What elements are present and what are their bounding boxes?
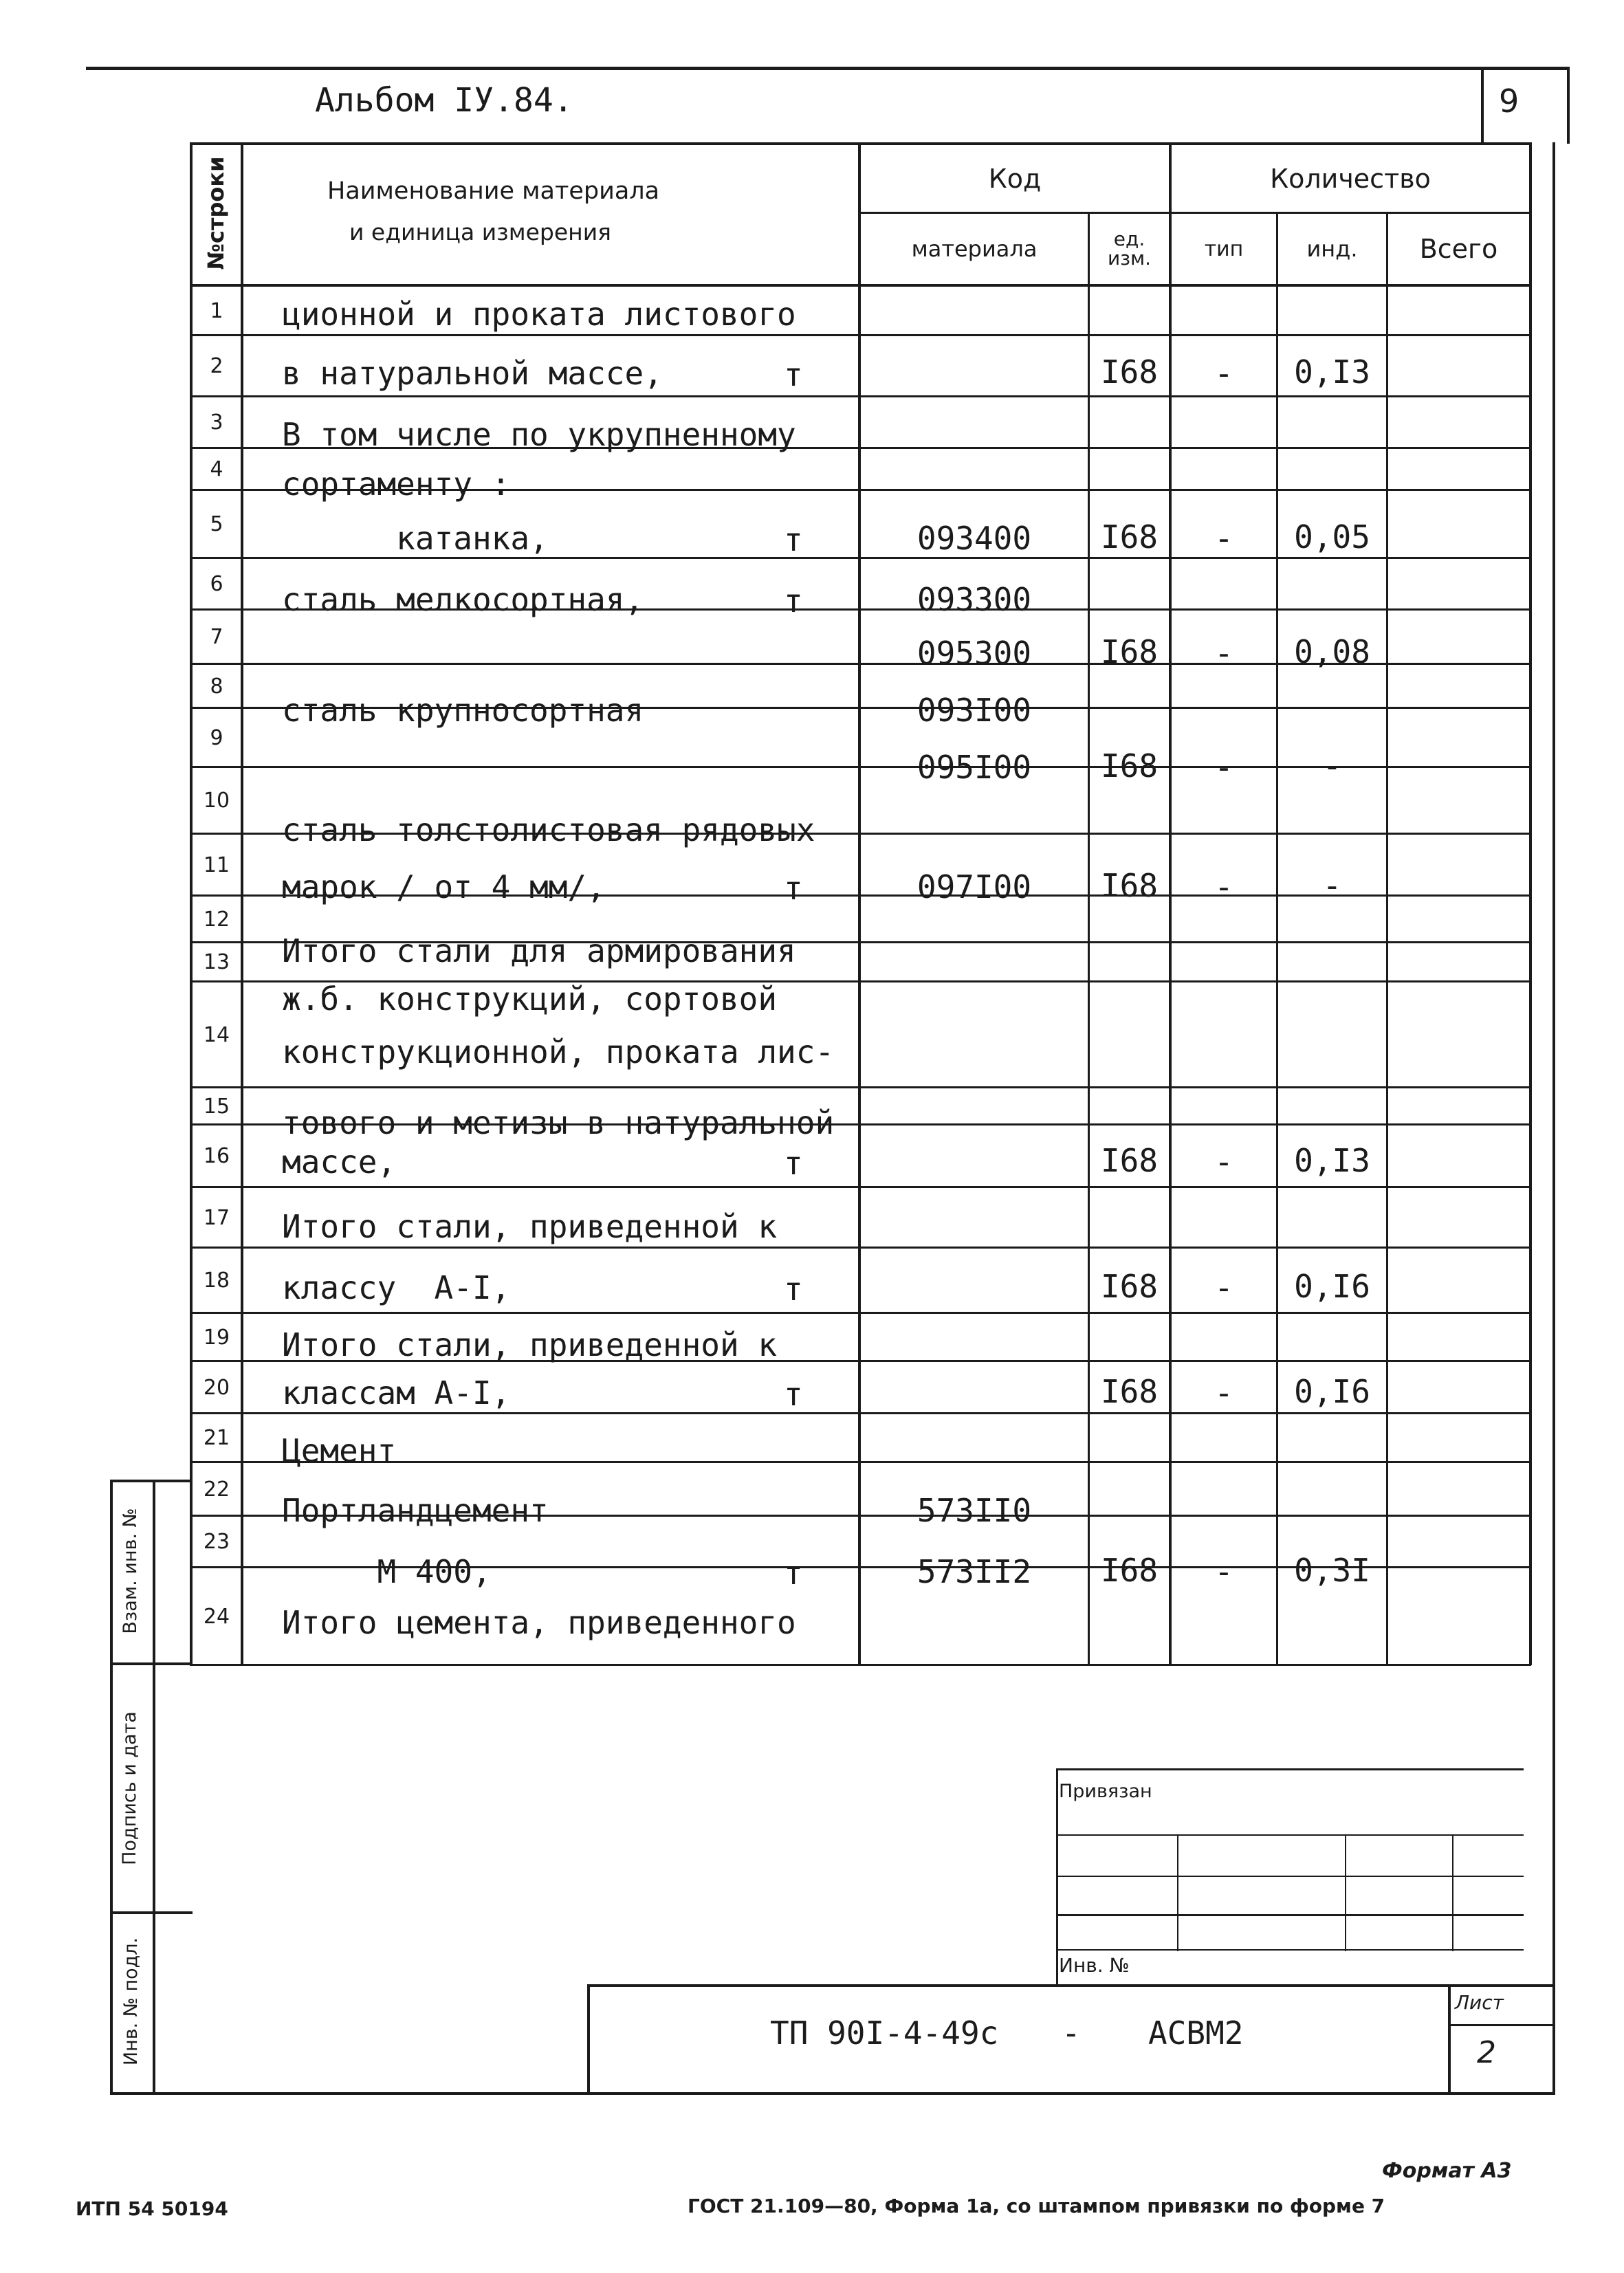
qty-ind bbox=[1278, 929, 1386, 970]
qty-ind bbox=[1278, 688, 1386, 729]
qty-tip: - bbox=[1214, 1269, 1233, 1306]
material-name: тового и метизы в натуральной bbox=[282, 1104, 835, 1141]
unit-code bbox=[1090, 1323, 1169, 1364]
qty-ind: 0,3I bbox=[1294, 1552, 1370, 1589]
qty-ind bbox=[1278, 1323, 1386, 1364]
list-cell-divider bbox=[1448, 2024, 1555, 2026]
unit-code bbox=[1090, 1205, 1169, 1246]
privyazan-row4 bbox=[1056, 1949, 1524, 1951]
unit-code bbox=[1090, 1030, 1169, 1071]
qty-tip bbox=[1172, 1206, 1276, 1247]
unit-code: I68 bbox=[1100, 633, 1159, 670]
material-code bbox=[861, 809, 1088, 850]
qty-tip bbox=[1172, 1031, 1276, 1073]
row-separator bbox=[190, 1664, 1531, 1666]
unit-letter bbox=[784, 1326, 825, 1367]
qty-ind bbox=[1278, 1205, 1386, 1246]
material-code: 095I00 bbox=[917, 749, 1032, 786]
material-name: Итого стали, приведенной к bbox=[282, 1326, 778, 1363]
material-name: в натуральной массе, bbox=[282, 355, 663, 392]
unit-letter: т bbox=[784, 356, 803, 393]
material-code bbox=[861, 1324, 1088, 1365]
title-block-top bbox=[587, 1984, 1555, 1987]
qty-ind bbox=[1278, 977, 1386, 1018]
unit-header: ед. изм. bbox=[1107, 228, 1152, 270]
qty-ind: 0,I6 bbox=[1294, 1268, 1370, 1305]
unit-code: I68 bbox=[1100, 518, 1159, 556]
row-number: 16 bbox=[203, 1144, 230, 1168]
row-number: 22 bbox=[203, 1477, 230, 1502]
unit-letter bbox=[784, 932, 825, 973]
ind-header: инд. bbox=[1306, 236, 1358, 262]
unit-letter bbox=[784, 1033, 825, 1074]
qty-tip: - bbox=[1214, 868, 1233, 905]
qty-ind: 0,05 bbox=[1294, 518, 1370, 556]
privyazan-col2 bbox=[1345, 1834, 1346, 1951]
unit-letter bbox=[784, 1103, 825, 1145]
material-code bbox=[861, 1206, 1088, 1247]
unit-code bbox=[1090, 462, 1169, 503]
row-number: 10 bbox=[203, 789, 230, 813]
vline-ind bbox=[1386, 212, 1388, 1665]
row-number: 4 bbox=[210, 457, 223, 481]
unit-letter bbox=[784, 1491, 825, 1533]
unit-code bbox=[1090, 808, 1169, 849]
qty-tip: - bbox=[1214, 635, 1233, 672]
itp-label: ИТП 54 50194 bbox=[76, 2197, 228, 2220]
material-name: ж.б. конструкций, сортовой bbox=[282, 980, 778, 1018]
row-number: 18 bbox=[203, 1269, 230, 1293]
material-name: конструкционной, проката лис- bbox=[282, 1033, 835, 1070]
vzam-label: Взам. инв. № bbox=[120, 1508, 141, 1634]
material-name: В том числе по укрупненному bbox=[282, 416, 796, 453]
vline-rownum bbox=[241, 142, 243, 1665]
row-number: 6 bbox=[210, 572, 223, 596]
qty-tip bbox=[1172, 690, 1276, 731]
privyazan-label: Привязан bbox=[1059, 1781, 1152, 1802]
row-number: 8 bbox=[210, 674, 223, 699]
material-code bbox=[861, 978, 1088, 1020]
unit-code bbox=[1090, 1429, 1169, 1470]
page-number: 9 bbox=[1499, 83, 1519, 120]
unit-letter bbox=[784, 691, 825, 732]
qty-ind bbox=[1278, 292, 1386, 333]
material-code bbox=[861, 1372, 1088, 1414]
material-header: материала bbox=[911, 236, 1038, 262]
unit-code bbox=[1090, 1489, 1169, 1530]
unit-code bbox=[1090, 578, 1169, 619]
qty-tip bbox=[1172, 809, 1276, 850]
unit-code: I68 bbox=[1100, 1142, 1159, 1179]
row-number: 23 bbox=[203, 1530, 230, 1554]
qty-ind bbox=[1278, 413, 1386, 454]
material-code bbox=[861, 1141, 1088, 1183]
doc-code: ТП 90I-4-49с bbox=[770, 2014, 999, 2052]
unit-letter: т bbox=[784, 870, 803, 907]
row-number: 7 bbox=[210, 625, 223, 649]
privyazan-col1 bbox=[1177, 1834, 1178, 1951]
unit-letter bbox=[784, 811, 825, 852]
row-number: 2 bbox=[210, 354, 223, 378]
unit-letter: т bbox=[784, 1271, 803, 1308]
material-code bbox=[861, 414, 1088, 455]
material-code bbox=[861, 930, 1088, 971]
row-number: 9 bbox=[210, 725, 223, 750]
row-number: 5 bbox=[210, 512, 223, 536]
qty-tip bbox=[1172, 978, 1276, 1020]
material-name bbox=[282, 747, 804, 788]
material-code: 573II0 bbox=[917, 1492, 1032, 1529]
material-code bbox=[861, 1031, 1088, 1073]
material-code: 093400 bbox=[917, 520, 1032, 557]
row-number: 21 bbox=[203, 1426, 230, 1450]
material-name: сортаменту : bbox=[282, 465, 511, 503]
row-number: 13 bbox=[203, 950, 230, 974]
qty-ind: 0,I6 bbox=[1294, 1373, 1370, 1410]
material-code: 573II2 bbox=[917, 1553, 1032, 1590]
page-right-border bbox=[1567, 67, 1570, 144]
row-number: 14 bbox=[203, 1022, 230, 1047]
album-title: Альбом IУ.84. bbox=[315, 81, 573, 120]
qty-ind: - bbox=[1322, 747, 1342, 784]
row-separator bbox=[190, 1086, 1531, 1088]
qty-tip: - bbox=[1214, 1143, 1233, 1181]
unit-letter bbox=[784, 415, 825, 457]
unit-letter: т bbox=[784, 582, 803, 619]
qty-tip bbox=[1172, 414, 1276, 455]
material-name: сталь мелкосортная, bbox=[282, 581, 644, 618]
unit-code: I68 bbox=[1100, 1373, 1159, 1410]
qty-tip bbox=[1172, 463, 1276, 505]
row-number: 24 bbox=[203, 1604, 230, 1629]
material-code bbox=[861, 294, 1088, 335]
qty-ind bbox=[1278, 1489, 1386, 1530]
privyazan-left bbox=[1056, 1768, 1058, 1987]
row-number: 17 bbox=[203, 1205, 230, 1230]
qty-tip bbox=[1172, 1602, 1276, 1643]
privyazan-top bbox=[1056, 1768, 1524, 1770]
material-name: Итого стали, приведенной к bbox=[282, 1208, 778, 1245]
unit-code: I68 bbox=[1100, 353, 1159, 391]
material-code: 095300 bbox=[917, 635, 1032, 672]
total-header: Всего bbox=[1419, 234, 1498, 264]
material-name: сталь толстолистовая рядовых bbox=[282, 811, 815, 848]
privyazan-row1 bbox=[1056, 1834, 1524, 1836]
row-number: 19 bbox=[203, 1325, 230, 1350]
unit-code: I68 bbox=[1100, 1552, 1159, 1589]
unit-letter: т bbox=[784, 1376, 803, 1413]
row-number: 1 bbox=[210, 299, 223, 323]
unit-code: I68 bbox=[1100, 1268, 1159, 1305]
unit-letter bbox=[784, 980, 825, 1021]
outer-right-border bbox=[1552, 142, 1555, 2095]
qty-tip bbox=[1172, 294, 1276, 335]
rows-header: №строки bbox=[203, 156, 229, 270]
unit-letter bbox=[784, 1207, 825, 1249]
unit-letter: т bbox=[784, 521, 803, 558]
material-name: Портландцемент bbox=[282, 1492, 549, 1529]
row-separator bbox=[190, 1186, 1531, 1188]
privyazan-row2 bbox=[1056, 1876, 1524, 1877]
material-name: сталь крупносортная bbox=[282, 692, 644, 729]
qty-ind bbox=[1278, 1601, 1386, 1642]
unit-code bbox=[1090, 688, 1169, 729]
unit-code bbox=[1090, 1601, 1169, 1642]
material-name: марок / от 4 мм/, bbox=[282, 868, 606, 905]
unit-code bbox=[1090, 977, 1169, 1018]
material-code: 097I00 bbox=[917, 868, 1032, 905]
qty-ind: 0,I3 bbox=[1294, 353, 1370, 391]
qty-ind bbox=[1278, 1429, 1386, 1470]
material-name: массе, bbox=[282, 1143, 397, 1181]
doc-mark: АСВМ2 bbox=[1148, 2014, 1244, 2052]
unit-letter bbox=[784, 1603, 825, 1645]
unit-letter bbox=[784, 295, 825, 336]
unit-code: I68 bbox=[1100, 867, 1159, 904]
qty-ind: - bbox=[1322, 867, 1342, 904]
qty-tip bbox=[1172, 1102, 1276, 1143]
material-code: 093I00 bbox=[917, 692, 1032, 729]
material-code bbox=[861, 353, 1088, 394]
qty-ind bbox=[1278, 462, 1386, 503]
material-code: 093300 bbox=[917, 581, 1032, 618]
list-cell-left bbox=[1448, 1984, 1451, 2094]
material-name: Цемент bbox=[282, 1432, 397, 1469]
material-name: ционной и проката листового bbox=[282, 296, 796, 333]
qty-tip: - bbox=[1214, 1374, 1233, 1412]
unit-letter bbox=[784, 465, 825, 506]
unit-letter: т bbox=[784, 1145, 803, 1182]
material-code bbox=[861, 1602, 1088, 1643]
material-name: классам A-I, bbox=[282, 1374, 511, 1412]
qty-tip: - bbox=[1214, 749, 1233, 786]
material-name: катанка, bbox=[282, 520, 549, 557]
qty-tip: - bbox=[1214, 520, 1233, 557]
row-number: 12 bbox=[203, 907, 230, 932]
doc-dash: - bbox=[1062, 2014, 1081, 2052]
unit-letter bbox=[784, 1431, 825, 1473]
material-code bbox=[861, 1102, 1088, 1143]
list-label: Лист bbox=[1455, 1991, 1504, 2014]
unit-code bbox=[1090, 413, 1169, 454]
row-separator bbox=[190, 395, 1531, 397]
qty-tip bbox=[1172, 1490, 1276, 1531]
material-name: М 400, bbox=[282, 1553, 492, 1590]
title-block-left bbox=[587, 1984, 590, 2094]
material-name: Итого цемента, приведенного bbox=[282, 1604, 796, 1641]
row-number: 3 bbox=[210, 410, 223, 435]
row-number: 15 bbox=[203, 1094, 230, 1119]
material-code bbox=[861, 463, 1088, 505]
material-name: классу A-I, bbox=[282, 1269, 511, 1306]
qty-tip: - bbox=[1214, 355, 1233, 392]
privyazan-row3 bbox=[1056, 1914, 1524, 1916]
unit-code bbox=[1090, 292, 1169, 333]
qty-ind: 0,08 bbox=[1294, 633, 1370, 670]
material-code bbox=[861, 1267, 1088, 1308]
code-header: Код bbox=[988, 163, 1042, 194]
qty-tip: - bbox=[1214, 1553, 1233, 1590]
material-name: Итого стали для армирования bbox=[282, 932, 796, 969]
qty-tip bbox=[1172, 579, 1276, 620]
qty-ind bbox=[1278, 1030, 1386, 1071]
podpis-label: Подпись и дата bbox=[119, 1711, 140, 1865]
unit-code bbox=[1090, 929, 1169, 970]
qty-tip bbox=[1172, 1430, 1276, 1471]
tip-header: тип bbox=[1204, 237, 1244, 261]
unit-code bbox=[1090, 1101, 1169, 1142]
qty-tip bbox=[1172, 930, 1276, 971]
list-value: 2 bbox=[1477, 2035, 1496, 2070]
format-label: Формат А3 bbox=[1382, 2159, 1512, 2183]
inv-label: Инв. № подл. bbox=[120, 1937, 142, 2066]
name-header-line1: Наименование материала bbox=[327, 177, 660, 205]
quantity-header: Количество bbox=[1270, 163, 1431, 194]
side-stamp-left bbox=[110, 1480, 113, 2094]
gost-label: ГОСТ 21.109—80, Форма 1а, со штампом привязки по форме 7 bbox=[688, 2195, 1385, 2217]
qty-ind: 0,I3 bbox=[1294, 1142, 1370, 1179]
material-code bbox=[861, 1430, 1088, 1471]
unit-code: I68 bbox=[1100, 747, 1159, 784]
material-name bbox=[282, 633, 804, 674]
bottom-frame bbox=[110, 2092, 1555, 2095]
top-border bbox=[86, 67, 1570, 70]
qty-ind bbox=[1278, 1101, 1386, 1142]
side-stamp-inner bbox=[153, 1480, 155, 2094]
name-header-line2: и единица измерения bbox=[349, 219, 612, 245]
qty-ind bbox=[1278, 808, 1386, 849]
unit-letter bbox=[784, 748, 825, 789]
qty-tip bbox=[1172, 1324, 1276, 1365]
row-number: 20 bbox=[203, 1375, 230, 1400]
inv-no-label: Инв. № bbox=[1059, 1954, 1130, 1977]
unit-letter bbox=[784, 634, 825, 675]
privyazan-col3 bbox=[1452, 1834, 1453, 1951]
header-divider bbox=[1481, 67, 1484, 144]
row-separator bbox=[190, 1312, 1531, 1314]
row-number: 11 bbox=[203, 853, 230, 877]
unit-letter: т bbox=[784, 1555, 803, 1592]
vline-right bbox=[1529, 142, 1532, 1665]
qty-ind bbox=[1278, 578, 1386, 619]
